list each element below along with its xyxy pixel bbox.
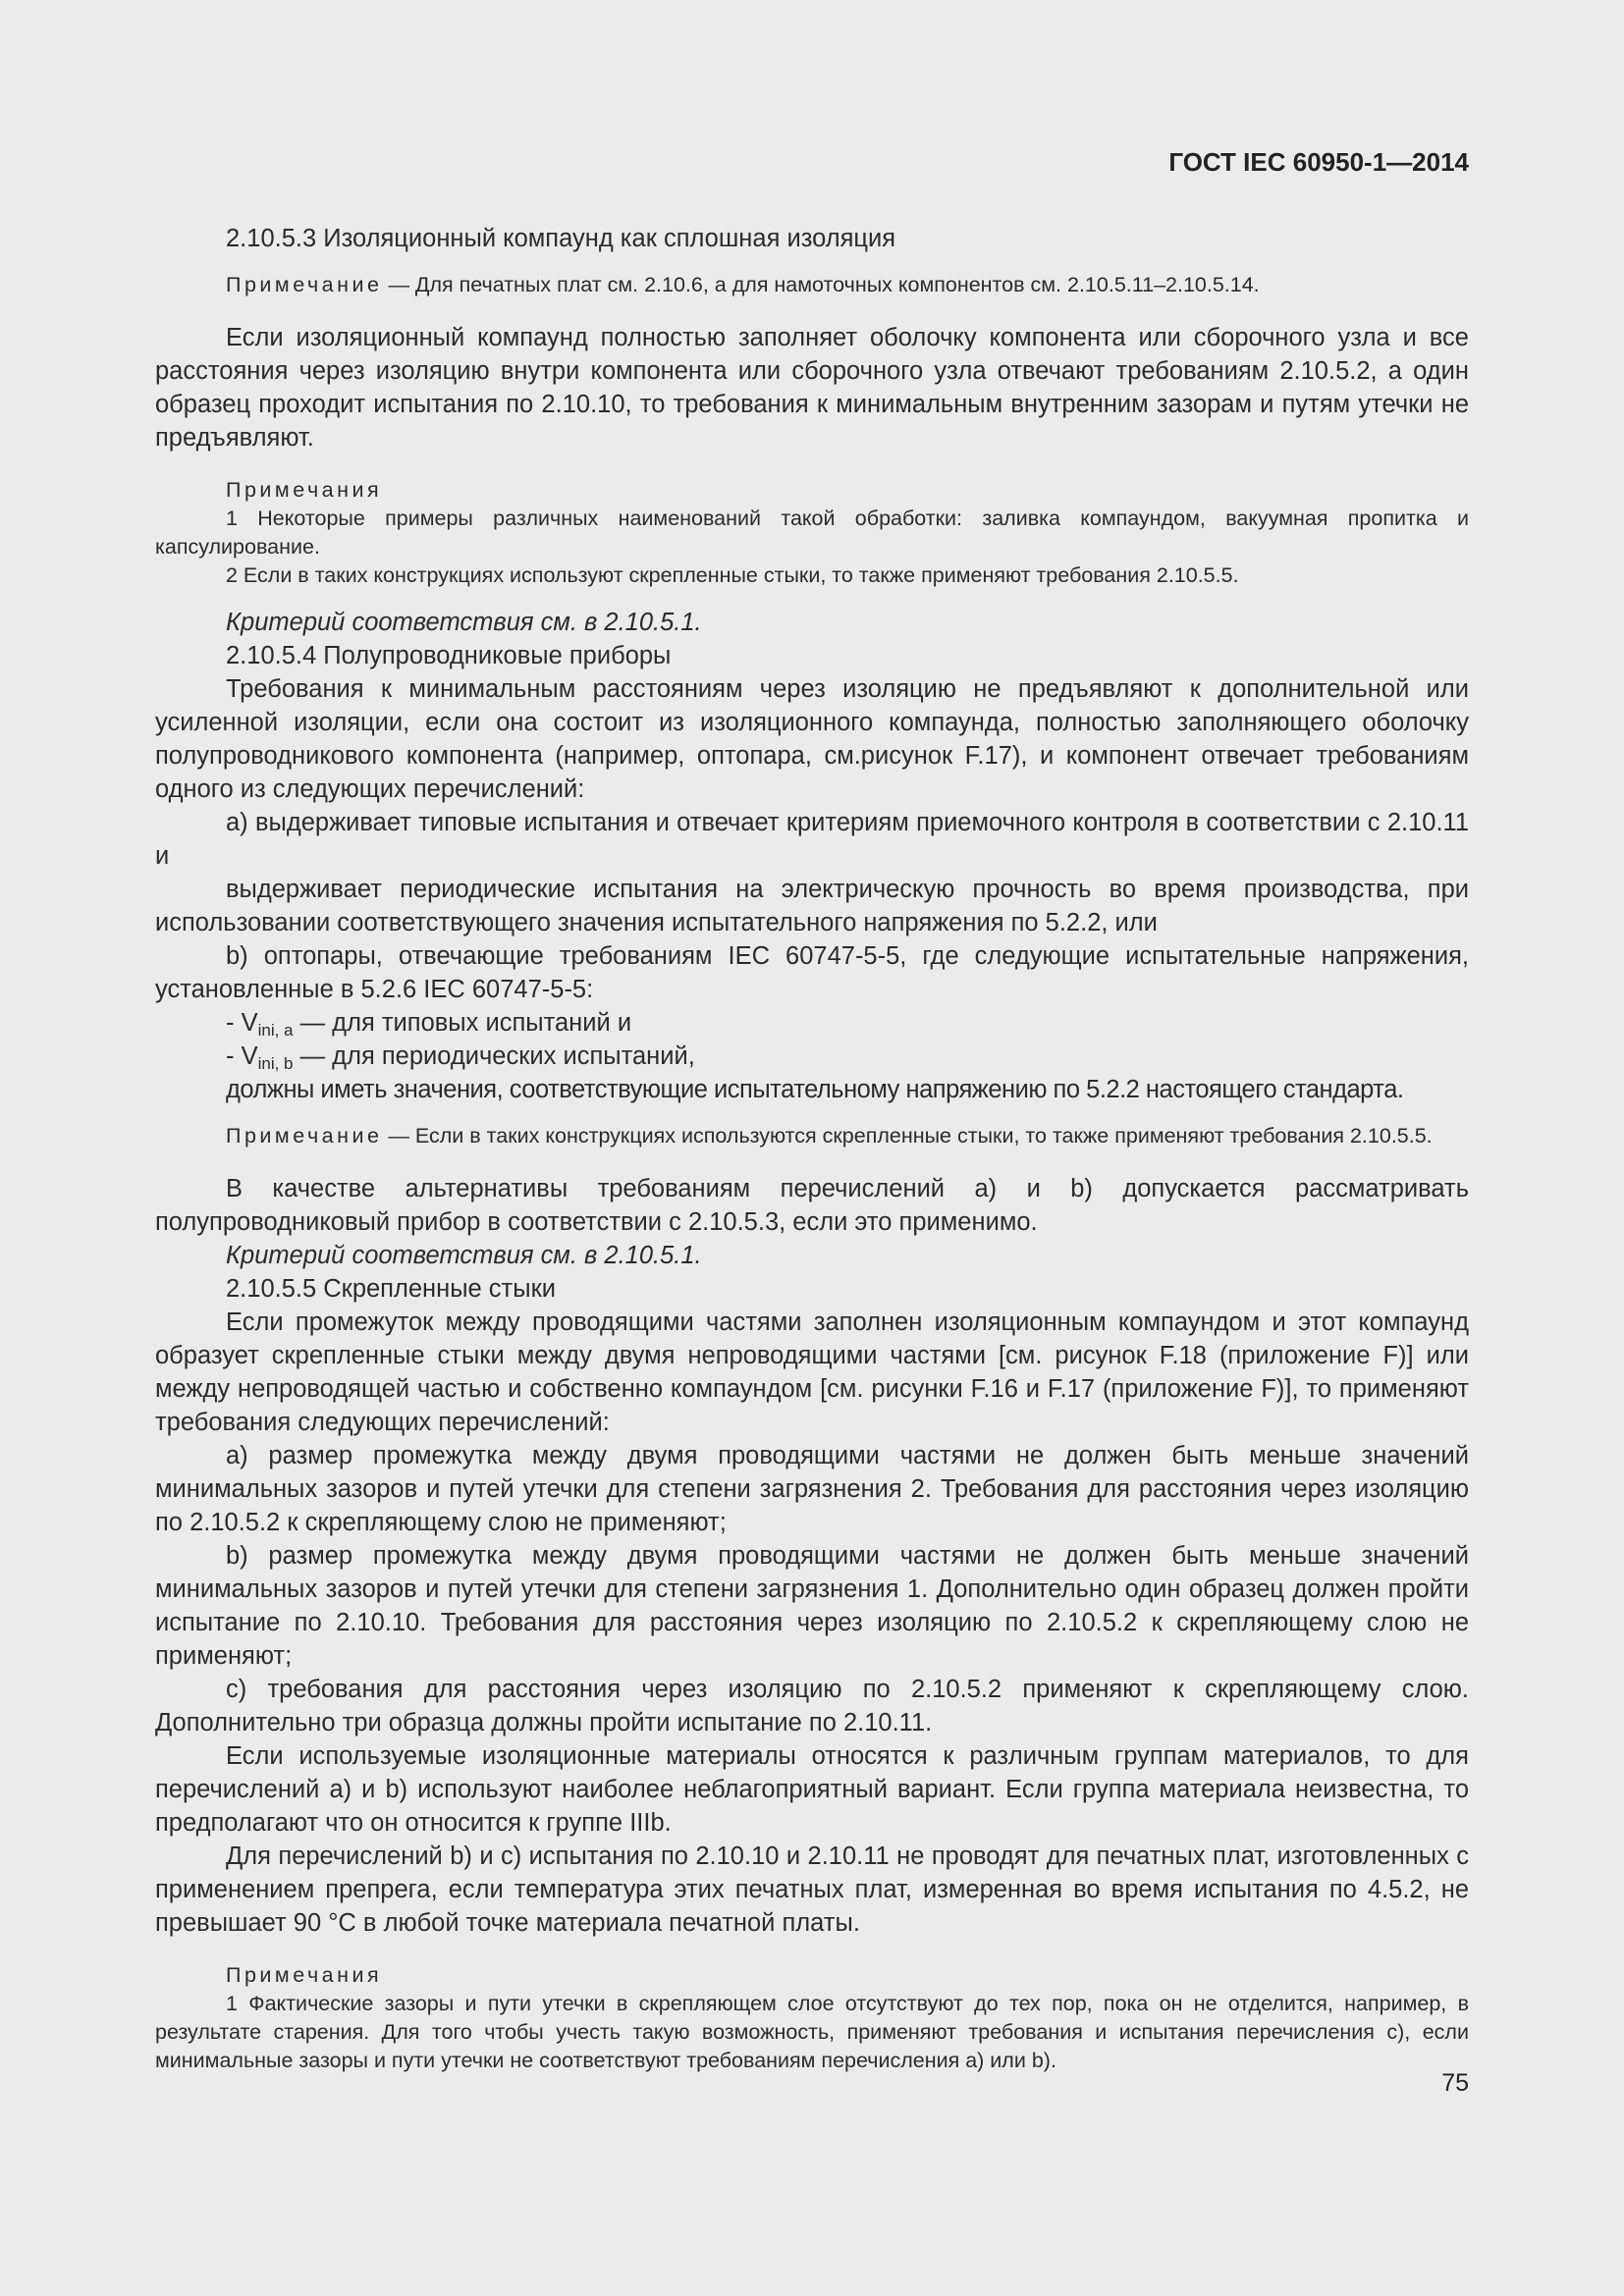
dash-prefix: - V	[226, 1009, 258, 1037]
compliance-criterion: Критерий соответствия см. в 2.10.5.1.	[226, 1242, 702, 1269]
section-heading-2-10-5-5: 2.10.5.5 Скрепленные стыки	[226, 1275, 556, 1303]
dash-item	[155, 1006, 1469, 1040]
page-number: 75	[1441, 2069, 1469, 2097]
paragraph: Если промежуток между проводящими частями заполнен изоляционным компаундом и этот компаунд образует скрепленные стыки между двумя непроводящими частями [см. рисунок F.18 (приложение F)] или между непроводящей частью и собственно компаундом [см. рисунки F.16 и F.17 (приложение F)], то применяют требования следующих перечислений:	[155, 1308, 1469, 1436]
list-item-c: c) требования для расстояния через изоляцию по 2.10.5.2 применяют к скрепляющему слою. Дополнительно три образца должны пройти испытание по 2.10.11.	[155, 1676, 1469, 1736]
note-2-10-5-4	[155, 1122, 1469, 1150]
paragraph: В качестве альтернативы требованиям перечислений a) и b) допускается рассматривать полупроводниковый прибор в соответствии с 2.10.5.3, если это применимо.	[155, 1175, 1469, 1236]
list-item-b: b) размер промежутка между двумя проводящими частями не должен быть меньше значений минимальных зазоров и путей утечки для степени загрязнения 1. Дополнительно один образец должен пройти испытание по 2.10.10. Требования для расстояния через изоляцию по 2.10.5.2 к скрепляющему слою не применяют;	[155, 1542, 1469, 1670]
section-heading-2-10-5-4: 2.10.5.4 Полупроводниковые приборы	[226, 642, 672, 669]
list-item-a-continued: выдерживает периодические испытания на электрическую прочность во время производства, при использовании соответствующего значения испытательного напряжения по 5.2.2, или	[155, 876, 1469, 936]
dash-item	[155, 1040, 1469, 1073]
paragraph: Если используемые изоляционные материалы относятся к различным группам материалов, то для перечислений a) и b) используют наиболее неблагоприятный вариант. Если группа материала неизвестна, то предполагают что он относится к группе IIIb.	[155, 1742, 1469, 1837]
page-content	[155, 222, 1469, 2075]
dash-prefix: - V	[226, 1042, 258, 1070]
list-item-a: a) размер промежутка между двумя проводящими частями не должен быть меньше значений минимальных зазоров и путей утечки для степени загрязнения 2. Требования для расстояния через изоляцию по 2.10.5.2 к скрепляющему слою не применяют;	[155, 1442, 1469, 1536]
paragraph: Требования к минимальным расстояниям через изоляцию не предъявляют к дополнительной или усиленной изоляции, если она состоит из изоляционного компаунда, полностью заполняющего оболочку полупроводникового компонента (например, оптопара, см.рисунок F.17), и компонент отвечает требованиям одного из следующих перечислений:	[155, 675, 1469, 803]
list-item-b: b) оптопары, отвечающие требованиям IEC 60747-5-5, где следующие испытательные напряжения, установленные в 5.2.6 IEC 60747-5-5:	[155, 942, 1469, 1003]
paragraph: Для перечислений b) и c) испытания по 2.10.10 и 2.10.11 не проводят для печатных плат, изготовленных с применением препрега, если температура этих печатных плат, измеренная во время испытания по 4.5.2, не превышает 90 °C в любой точке материала печатной платы.	[155, 1842, 1469, 1937]
note-item: 1 Некоторые примеры различных наименований такой обработки: заливка компаундом, вакуумная пропитка и капсулирование.	[155, 507, 1469, 559]
note-2-10-5-3	[155, 271, 1469, 299]
paragraph: Если изоляционный компаунд полностью заполняет оболочку компонента или сборочного узла и все расстояния через изоляцию внутри компонента или сборочного узла отвечают требованиям 2.10.5.2, а один образец проходит испытания по 2.10.10, то требования к минимальным внутренним зазорам и путям утечки не предъявляют.	[155, 324, 1469, 452]
section-heading-2-10-5-3: 2.10.5.3 Изоляционный компаунд как сплошная изоляция	[226, 225, 896, 252]
paragraph: должны иметь значения, соответствующие испытательному напряжению по 5.2.2 настоящего стандарта.	[226, 1076, 1404, 1103]
note-item: 2 Если в таких конструкциях используют скрепленные стыки, то также применяют требования 2.10.5.5.	[226, 563, 1239, 587]
subscript: ini, a	[257, 1021, 294, 1040]
standard-code-header: ГОСТ IEC 60950-1—2014	[1168, 147, 1469, 177]
note-label: Примечание	[226, 273, 383, 296]
dash-text: — для периодических испытаний,	[293, 1042, 695, 1070]
note-text: — Если в таких конструкциях используются скрепленные стыки, то также применяют требования 2.10.5.5.	[382, 1124, 1433, 1148]
subscript: ini, b	[257, 1054, 294, 1073]
note-label: Примечание	[226, 1124, 383, 1148]
note-item: 1 Фактические зазоры и пути утечки в скрепляющем слое отсутствуют до тех пор, пока он не отделится, например, в результате старения. Для того чтобы учесть такую возможность, применяют требования и испытания перечисления c), если минимальные зазоры и пути утечки не соответствуют требованиям перечисления a) или b).	[155, 1992, 1469, 2072]
note-text: — Для печатных плат см. 2.10.6, а для намоточных компонентов см. 2.10.5.11–2.10.5.14.	[388, 273, 1260, 296]
notes-label: Примечания	[226, 1963, 383, 1987]
list-item-a: a) выдерживает типовые испытания и отвечает критериям приемочного контроля в соответствии с 2.10.11 и	[155, 809, 1469, 870]
compliance-criterion: Критерий соответствия см. в 2.10.5.1.	[226, 609, 702, 636]
dash-text: — для типовых испытаний и	[293, 1009, 632, 1037]
notes-label: Примечания	[226, 478, 383, 502]
